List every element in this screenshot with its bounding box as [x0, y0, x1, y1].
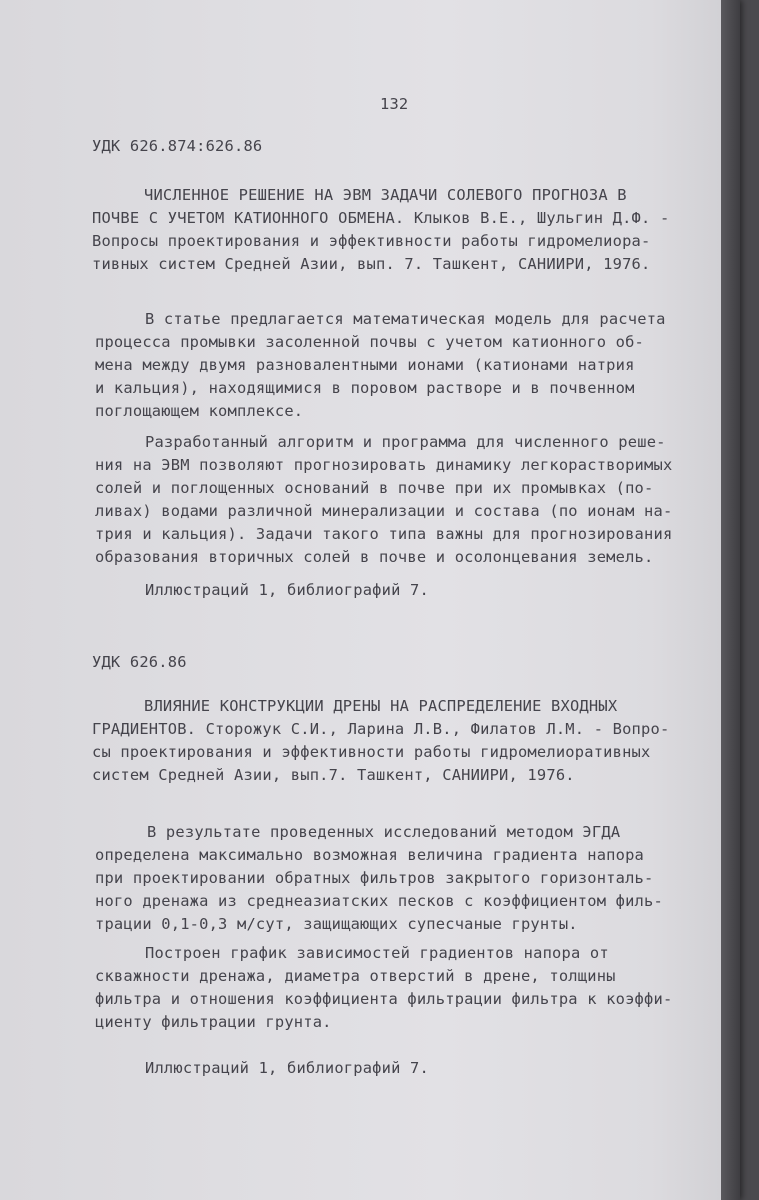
abstract-paragraph: [95, 308, 666, 423]
text-line: скважности дренажа, диаметра отверстий в дрене, толщины: [95, 967, 616, 985]
text-line: В статье предлагается математическая модель для расчета: [145, 310, 666, 328]
text-line: Разработанный алгоритм и программа для численного реше-: [145, 433, 666, 451]
udk-code: УДК 626.86: [92, 653, 187, 671]
text-line: циенту фильтрации грунта.: [95, 1013, 332, 1031]
title-line: ВЛИЯНИЕ КОНСТРУКЦИИ ДРЕНЫ НА РАСПРЕДЕЛЕНИЕ ВХОДНЫХ: [144, 697, 618, 715]
title-line: тивных систем Средней Азии, вып. 7. Ташкент, САНИИРИ, 1976.: [92, 255, 651, 273]
title-line: ГРАДИЕНТОВ. Сторожук С.И., Ларина Л.В., Филатов Л.М. - Вопро-: [92, 720, 670, 738]
illustrations-note: Иллюстраций 1, библиографий 7.: [145, 1059, 429, 1077]
entry-title: [92, 695, 669, 787]
title-line: систем Средней Азии, вып.7. Ташкент, САНИИРИ, 1976.: [92, 766, 575, 784]
text-line: ливах) водами различной минерализации и состава (по ионам на-: [95, 502, 673, 520]
text-line: ния на ЭВМ позволяют прогнозировать динамику легкорастворимых: [95, 456, 673, 474]
title-line: ПОЧВЕ С УЧЕТОМ КАТИОННОГО ОБМЕНА. Клыков В.Е., Шульгин Д.Ф. -: [92, 209, 670, 227]
text-line: при проектировании обратных фильтров закрытого горизонталь-: [95, 869, 654, 887]
text-line: трия и кальция). Задачи такого типа важны для прогнозирования: [95, 525, 673, 543]
text-line: процесса промывки засоленной почвы с учетом катионного об-: [95, 333, 645, 351]
text-line: Построен график зависимостей градиентов напора от: [145, 944, 609, 962]
illustrations-note: Иллюстраций 1, библиографий 7.: [145, 581, 429, 599]
text-line: В результате проведенных исследований методом ЭГДА: [147, 823, 621, 841]
title-line: сы проектирования и эффективности работы гидромелиоративных: [92, 743, 651, 761]
text-line: определена максимально возможная величина градиента напора: [95, 846, 645, 864]
page-edge-shadow: [721, 0, 740, 1200]
title-line: Вопросы проектирования и эффективности работы гидромелиора-: [92, 232, 651, 250]
text-line: солей и поглощенных оснований в почве при их промывках (по-: [95, 479, 654, 497]
abstract-paragraph: [95, 942, 672, 1034]
abstract-paragraph: [95, 431, 672, 569]
text-line: образования вторичных солей в почве и осолонцевания земель.: [95, 548, 654, 566]
title-line: ЧИСЛЕННОЕ РЕШЕНИЕ НА ЭВМ ЗАДАЧИ СОЛЕВОГО ПРОГНОЗА В: [144, 186, 627, 204]
text-line: поглощающем комплексе.: [95, 402, 304, 420]
text-line: мена между двумя разновалентными ионами (катионами натрия: [95, 356, 635, 374]
text-line: и кальция), находящимися в поровом растворе и в почвенном: [95, 379, 635, 397]
page-number: 132: [380, 95, 409, 113]
entry-title: [92, 184, 669, 276]
text-line: фильтра и отношения коэффициента фильтрации фильтра к коэффи-: [95, 990, 673, 1008]
udk-code: УДК 626.874:626.86: [92, 137, 263, 155]
abstract-paragraph: [95, 821, 663, 936]
text-line: ного дренажа из среднеазиатских песков с коэффициентом филь-: [95, 892, 663, 910]
text-line: трации 0,1-0,3 м/сут, защищающих супесчаные грунты.: [95, 915, 578, 933]
